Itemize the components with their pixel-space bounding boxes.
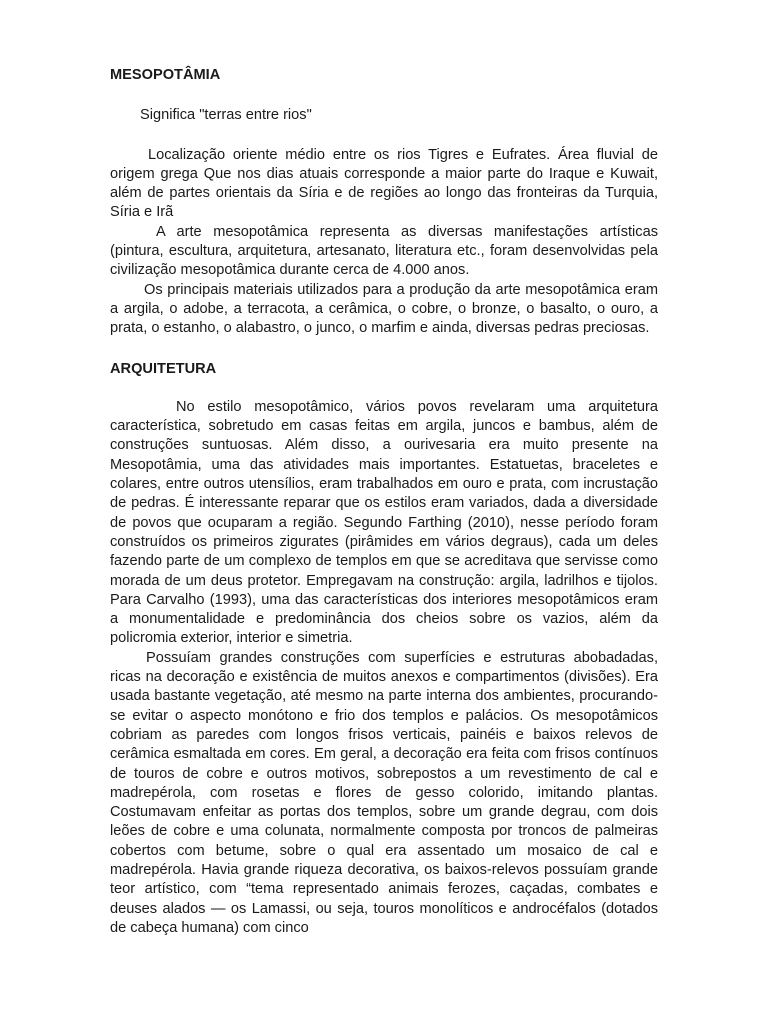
title-meaning: Significa "terras entre rios" — [140, 107, 312, 124]
document-body — [110, 66, 658, 938]
architecture-paragraph: Possuíam grandes construções com superfícies e estruturas abobadadas, ricas na decoração e existência de muitos anexos e compartimentos (divisões). Era usada bastante vegetação, até mesmo na parte interna dos ambientes, procurando-se evitar o aspecto monótono e frio dos templos e palácios. Os mesopotâmicos cobriam as paredes com longos frisos verticais, painéis e baixos relevos de cerâmica esmaltada em cores. Em geral, a decoração era feita com frisos contínuos de touros de cobre e outros motivos, sobrepostos a um revestimento de cal e madrepérola, com rosetas e flores de gesso colorido, imitando plantas. Costumavam enfeitar as portas dos templos, sobre um grande degrau, com dois leões de cobre e uma colunata, normalmente composta por troncos de palmeiras cobertos com betume, sobre o qual era assentado um mosaico de cal e madrepérola. Havia grande riqueza decorativa, os baixos-relevos possuíam grande teor artístico, com “tema representado animais ferozes, caçadas, combates e deuses alados — os Lamassi, ou seja, touros monolíticos e androcéfalos (dotados de cabeça humana) com cinco — [110, 649, 658, 936]
section-heading: ARQUITETURA — [110, 360, 217, 377]
architecture-section — [110, 398, 658, 938]
intro-paragraph: Localização oriente médio entre os rios Tigres e Eufrates. Área fluvial de origem grega Que nos dias atuais corresponde a maior parte do Iraque e Kuwait, além de partes orientais da Síria e de regiões ao longo das fronteiras da Turquia, Síria e Irã — [110, 146, 658, 221]
document-title: MESOPOTÂMIA — [110, 67, 221, 83]
intro-paragraph: A arte mesopotâmica representa as diversas manifestações artísticas (pintura, escultura, arquitetura, artesanato, literatura etc., foram desenvolvidas pela civilização mesopotâmica durante cerca de 4.000 anos. — [110, 223, 658, 279]
intro-paragraph: Os principais materiais utilizados para a produção da arte mesopotâmica eram a argila, o adobe, a terracota, a cerâmica, o cobre, o bronze, o basalto, o ouro, a prata, o estanho, o alabastro, o junco, o marfim e ainda, diversas pedras preciosas. — [110, 281, 658, 337]
architecture-paragraph: No estilo mesopotâmico, vários povos revelaram uma arquitetura característica, sobretudo em casas feitas em argila, juncos e bambus, além de construções suntuosas. Além disso, a ourivesaria era muito presente na Mesopotâmia, uma das atividades mais importantes. Estatuetas, braceletes e colares, entre outros utensílios, eram trabalhados em ouro e prata, com incrustação de pedras. É interessante reparar que os estilos eram variados, dada a diversidade de povos que ocuparam a região. Segundo Farthing (2010), nesse período foram construídos os primeiros zigurates (pirâmides em vários degraus), cada um deles fazendo parte de um complexo de templos em que se acreditava que servisse como morada de um deus protetor. Empregavam na construção: argila, ladrilhos e tijolos. Para Carvalho (1993), uma das características dos interiores mesopotâmicos eram a monumentalidade e predominância dos cheios sobre os vazios, além da policromia exterior, interior e simetria. — [110, 398, 658, 647]
intro-section — [110, 146, 658, 339]
